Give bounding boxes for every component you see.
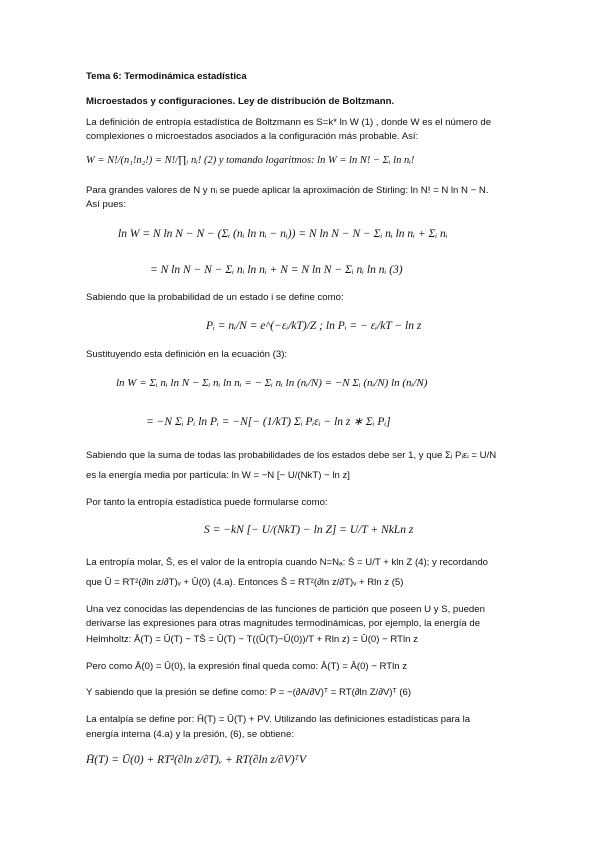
paragraph-line: complexiones o microestados asociados a la configuración más probable. Así: bbox=[86, 131, 419, 142]
paragraph-line: Sustituyendo esta definición en la ecuación (3): bbox=[86, 349, 288, 360]
paragraph-line: Helmholtz: Ā(T) = Ū(T) − TS̄ = Ū(T) − T((Ū(T)−Ū(0))/T + Rln z) = Ū(0) − RTln z bbox=[86, 634, 418, 645]
paragraph-line: Así pues: bbox=[86, 199, 126, 210]
paragraph-line: energía interna (4.a) y la presión, (6), se obtiene: bbox=[86, 729, 294, 740]
equation-4b: = −N Σᵢ Pᵢ ln Pᵢ = −N[− (1/kT) Σᵢ Pᵢεᵢ − ln z ∗ Σᵢ Pᵢ] bbox=[146, 416, 391, 428]
equation-4a: ln W = Σᵢ nᵢ ln N − Σᵢ nᵢ ln nᵢ = − Σᵢ nᵢ ln (nᵢ/N) = −N Σᵢ (nᵢ/N) ln (nᵢ/N) bbox=[116, 377, 428, 389]
paragraph-line: Sabiendo que la probabilidad de un estado i se define como: bbox=[86, 292, 344, 303]
paragraph-line: La definición de entropía estadística de Boltzmann es S=k* ln W (1) , donde W es el número de bbox=[86, 117, 492, 128]
paragraph-line: Una vez conocidas las dependencias de las funciones de partición que poseen U y S, pueden bbox=[86, 604, 485, 615]
paragraph-line: Por tanto la entropía estadística puede formularse como: bbox=[86, 497, 328, 508]
equation-s: S = −kN [− U/(NkT) − ln Z] = U/T + NkLn z bbox=[204, 524, 414, 536]
paragraph-line: Y sabiendo que la presión se define como: P = −(∂A/∂V)ᵀ = RT(∂ln Z/∂V)ᵀ (6) bbox=[86, 687, 412, 698]
page-title: Tema 6: Termodinámica estadística bbox=[86, 71, 247, 82]
paragraph-line: que Ū = RT²(∂ln z/∂T)ᵥ + Ū(0) (4.a). Entonces S̄ = RT²(∂ln z/∂T)ᵥ + Rln z (5) bbox=[86, 577, 404, 588]
paragraph-line: Para grandes valores de N y nᵢ se puede aplicar la aproximación de Stirling: ln N! = N ln N − N. bbox=[86, 185, 489, 196]
equation-pi: Pᵢ = nᵢ/N = e^(−εᵢ/kT)/Z ; ln Pᵢ = − εᵢ/kT − ln z bbox=[206, 320, 422, 332]
paragraph-line: La entalpía se define por: H̄(T) = Ū(T) + PV. Utilizando las definiciones estadísticas para la bbox=[86, 714, 471, 725]
equation-h: H̄(T) = Ū(0) + RT²(∂ln z/∂T)ᵥ + RT(∂ln z/∂V)ᵀV bbox=[86, 754, 307, 766]
paragraph-line: es la energía media por partícula: ln W = −N [− U/(NkT) − ln z] bbox=[86, 470, 350, 481]
paragraph-line: Pero como Ā(0) = Ū(0), la expresión final queda como: Ā(T) = Ā(0) − RTln z bbox=[86, 661, 408, 672]
equation-3a: ln W = N ln N − N − (Σᵢ (nᵢ ln nᵢ − nᵢ)) = N ln N − N − Σᵢ nᵢ ln nᵢ + Σᵢ nᵢ bbox=[118, 228, 448, 240]
equation-w: W = N!/(n₁!n₂!) = N!/∏ᵢ nᵢ! (2) y tomando logaritmos: ln W = ln N! − Σᵢ ln nᵢ! bbox=[86, 155, 415, 166]
paragraph-line: La entropía molar, S̄, es el valor de la entropía cuando N=Nₐ: S̄ = U/T + kln Z (4); y recordando bbox=[86, 557, 489, 568]
paragraph-line: derivarse las expresiones para otras magnitudes termodinámicas, por ejemplo, la energía de bbox=[86, 618, 481, 629]
section-heading: Microestados y configuraciones. Ley de distribución de Boltzmann. bbox=[86, 96, 395, 107]
paragraph-line: Sabiendo que la suma de todas las probabilidades de los estados debe ser 1, y que Σᵢ Pᵢεᵢ = U/N bbox=[86, 450, 497, 461]
equation-3b: = N ln N − N − Σᵢ nᵢ ln nᵢ + N = N ln N − Σᵢ nᵢ ln nᵢ (3) bbox=[150, 264, 403, 276]
